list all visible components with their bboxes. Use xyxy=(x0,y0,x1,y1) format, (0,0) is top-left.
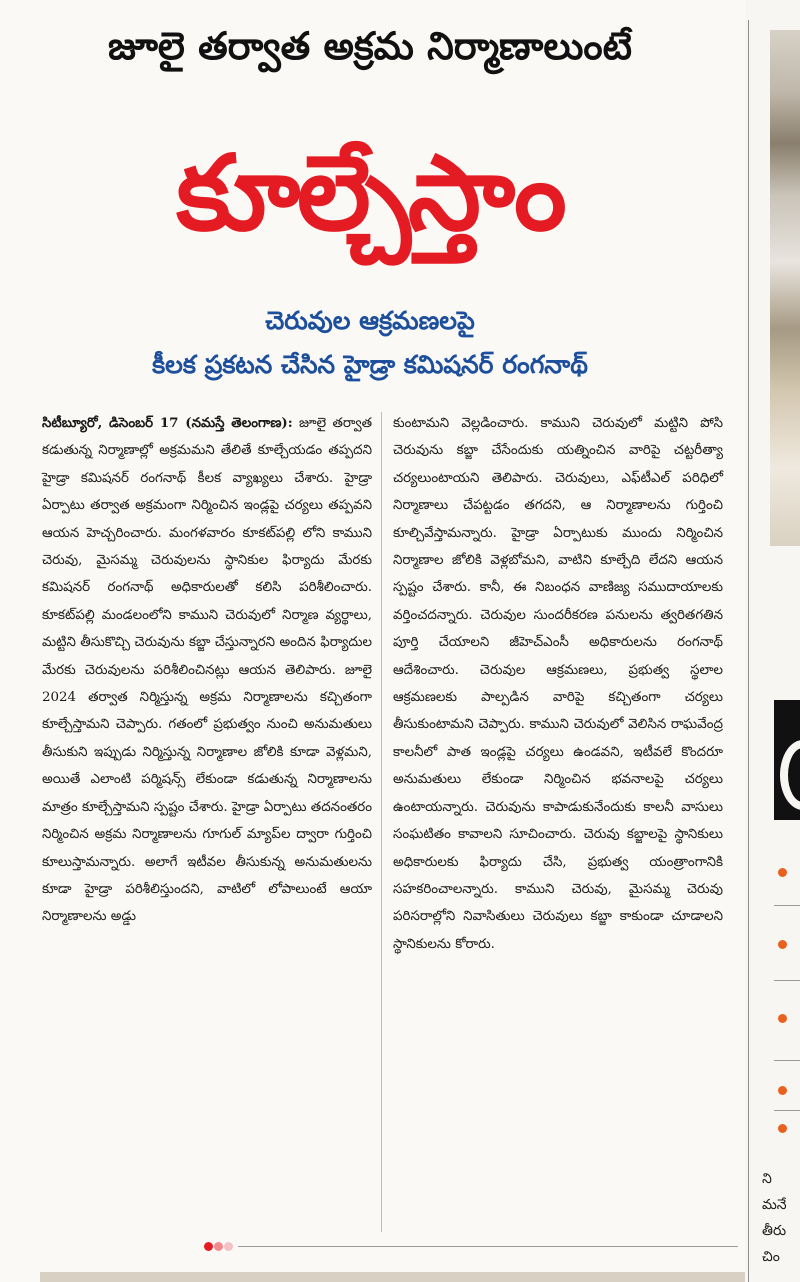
bullet-icon xyxy=(778,1086,787,1095)
side-text-fragment: ని xyxy=(762,1171,772,1187)
side-text-fragment: మనే xyxy=(762,1197,787,1213)
article-headline: కూల్చేస్తాం xyxy=(176,132,564,254)
article-subhead-2: కీలక ప్రకటన చేసిన హైడ్రా కమిషనర్ రంగనాథ్ xyxy=(152,350,588,379)
body-text-left: జూలై తర్వాత కడుతున్న నిర్మాణాల్లో అక్రమమని తేలితే కూల్చేయడం తప్పదని హైడ్రా కమిషనర్ రంగనాథ్ కీలక వ్యాఖ్యలు చేశారు. హైడ్రా ఏర్పాటు తర్వాత అక్రమంగా నిర్మించిన ఇండ్లపై చర్యలు తప్పవని ఆయన హెచ్చరించారు. మంగళవారం కూకట్‌పల్లి లోని కాముని చెరువు, మైసమ్మ చెరువులను స్థానికుల ఫిర్యాదు మేరకు కమిషనర్ రంగనాథ్ అధికారులతో కలిసి పరిశీలించారు. కూకట్‌పల్లి మండలంలోని కాముని చెరువులో నిర్మాణ వ్యర్థాలు, మట్టిని తీసుకొచ్చి చెరువును కబ్జా చేస్తున్నారని అందిన ఫిర్యాదుల మేరకు చెరువులను పరిశీలించినట్లు ఆయన తెలిపారు. జూలై 2024 తర్వాత నిర్మిస్తున్న అక్రమ నిర్మాణాలను కచ్చితంగా కూల్చేస్తామని చెప్పారు. గతంలో ప్రభుత్వం నుంచి అనుమతులు తీసుకుని ఇప్పుడు నిర్మిస్తున్న నిర్మాణాల జోలికి కూడా వెళ్లమని, అయితే ఎలాంటి పర్మిషన్స్ లేకుండా కడుతున్న నిర్మాణాలను మాత్రం కూల్చేస్తామని స్పష్టం చేశారు. హైడ్రా ఏర్పాటు తదనంతరం నిర్మించిన అక్రమ నిర్మాణాలను గూగుల్ మ్యాప్‌ల ద్వారా గుర్తించి కూలుస్తామన్నారు. అలాగే ఇటీవల తీసుకున్న అనుమతులను కూడా హైడ్రా పరిశీలిస్తుందని, వాటిలో లోపాలుంటే ఆయా నిర్మాణాలను అడ్డు xyxy=(42,416,372,925)
end-dot-icon xyxy=(204,1242,213,1251)
adjacent-photo xyxy=(770,30,800,546)
article-subhead-1: చెరువుల ఆక్రమణలపై xyxy=(265,306,475,335)
dateline: సిటీబ్యూరో, డిసెంబర్ 17 (నమస్తే తెలంగాణ): xyxy=(42,415,293,431)
page-divider xyxy=(748,20,749,1282)
body-column-right xyxy=(393,410,723,958)
end-rule xyxy=(238,1246,738,1247)
body-column-left xyxy=(42,410,372,931)
article-end-marker xyxy=(204,1240,744,1254)
bullet-icon xyxy=(778,940,787,949)
end-dot-icon xyxy=(224,1242,233,1251)
side-rule xyxy=(774,1060,800,1061)
bullet-icon xyxy=(778,868,787,877)
bullet-icon xyxy=(778,1014,787,1023)
adjacent-column xyxy=(752,0,800,1282)
body-text-right: కుంటామని వెల్లడించారు. కాముని చెరువులో మట్టిని పోసి చెరువును కబ్జా చేసేందుకు యత్నించిన వారిపై చట్టరీత్యా చర్యలుంటాయని తెలిపారు. చెరువులు, ఎఫ్‌టీఎల్ పరిధిలో నిర్మాణాలు చేపట్టడం తగదని, ఆ నిర్మాణాలను గుర్తించి కూల్చివేస్తామన్నారు. హైడ్రా ఏర్పాటుకు ముందు నిర్మించిన నిర్మాణాల జోలికి వెళ్లబోమని, వాటిని కూల్చేది లేదని ఆయన స్పష్టం చేశారు. కానీ, ఈ నిబంధన వాణిజ్య సముదాయాలకు వర్తించదన్నారు. చెరువుల సుందరీకరణ పనులను త్వరితగతిన పూర్తి చేయాలని జీహెచ్‌ఎంసీ అధికారులను రంగనాథ్ ఆదేశించారు. చెరువుల ఆక్రమణలు, ప్రభుత్వ స్థలాల ఆక్రమణలకు పాల్పడిన వారిపై కచ్చితంగా చర్యలు తీసుకుంటామని చెప్పారు. కాముని చెరువులో వెలిసిన రాఘవేంద్ర కాలనీలో పాత ఇండ్లపై చర్యలు ఉండవని, ఇటీవలే కొందరూ అనుమతులు లేకుండా నిర్మించిన భవనాలపై చర్యలు ఉంటాయన్నారు. చెరువును కాపాడుకునేందుకు కాలనీ వాసులు సంఘటితం కావాలని సూచించారు. చెరువు కబ్జాలపై స్థానికులు అధికారులకు ఫిర్యాదు చేసి, ప్రభుత్వ యంత్రాంగానికి సహకరించాలన్నారు. కాముని చెరువు, మైసమ్మ చెరువు పరిసరాల్లోని నివాసితులు చెరువులు కబ్జా కాకుండా చూడాలని స్థానికులను కోరారు. xyxy=(393,416,723,952)
side-text-fragment: తీరు xyxy=(762,1223,787,1239)
side-rule xyxy=(774,980,800,981)
next-article-photo-edge xyxy=(40,1272,745,1282)
end-dot-icon xyxy=(214,1242,223,1251)
column-divider xyxy=(381,412,382,1232)
side-text-fragment: చిం xyxy=(762,1249,780,1265)
article-kicker: జూలై తర్వాత అక్రమ నిర్మాణాలుంటే xyxy=(107,24,633,68)
side-rule xyxy=(774,905,800,906)
bullet-icon xyxy=(778,1124,787,1133)
side-rule xyxy=(774,1110,800,1111)
adjacent-headline-glyph xyxy=(774,700,800,820)
